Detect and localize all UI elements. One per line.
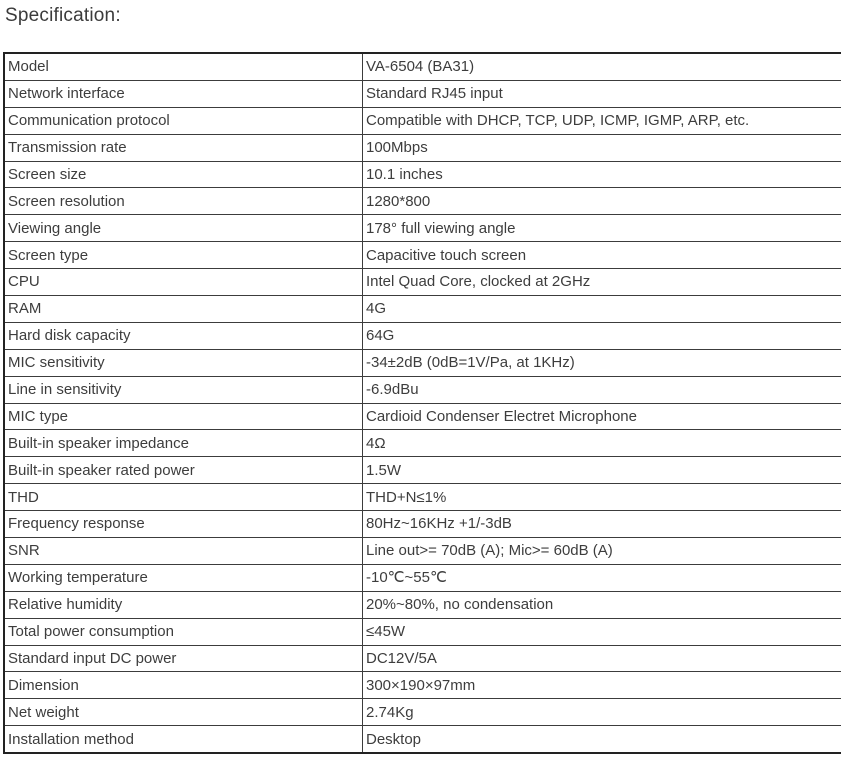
spec-label-cell: Transmission rate bbox=[4, 134, 363, 161]
spec-value-cell: 64G bbox=[363, 322, 841, 349]
table-row bbox=[4, 538, 841, 565]
spec-value-cell: DC12V/5A bbox=[363, 645, 841, 672]
spec-value-cell: 1280*800 bbox=[363, 188, 841, 215]
spec-label-cell: Built-in speaker impedance bbox=[4, 430, 363, 457]
spec-value-cell: 1.5W bbox=[363, 457, 841, 484]
spec-value-cell: -6.9dBu bbox=[363, 376, 841, 403]
table-row bbox=[4, 161, 841, 188]
spec-label-cell: Communication protocol bbox=[4, 107, 363, 134]
spec-label-cell: Standard input DC power bbox=[4, 645, 363, 672]
spec-label-cell: Built-in speaker rated power bbox=[4, 457, 363, 484]
spec-label-cell: Relative humidity bbox=[4, 591, 363, 618]
spec-value-cell: Cardioid Condenser Electret Microphone bbox=[363, 403, 841, 430]
spec-label-cell: Hard disk capacity bbox=[4, 322, 363, 349]
page-title: Specification: bbox=[5, 5, 121, 26]
table-row bbox=[4, 269, 841, 296]
table-row bbox=[4, 484, 841, 511]
table-row bbox=[4, 672, 841, 699]
spec-value-cell: -10℃~55℃ bbox=[363, 564, 841, 591]
spec-label-cell: THD bbox=[4, 484, 363, 511]
spec-table bbox=[3, 52, 841, 754]
table-row bbox=[4, 511, 841, 538]
table-row bbox=[4, 322, 841, 349]
spec-value-cell: Line out>= 70dB (A); Mic>= 60dB (A) bbox=[363, 538, 841, 565]
spec-value-cell: 4G bbox=[363, 296, 841, 323]
spec-label-cell: MIC type bbox=[4, 403, 363, 430]
spec-label-cell: MIC sensitivity bbox=[4, 349, 363, 376]
spec-label-cell: SNR bbox=[4, 538, 363, 565]
table-row bbox=[4, 349, 841, 376]
spec-value-cell: Capacitive touch screen bbox=[363, 242, 841, 269]
spec-value-cell: 300×190×97mm bbox=[363, 672, 841, 699]
spec-value-cell: -34±2dB (0dB=1V/Pa, at 1KHz) bbox=[363, 349, 841, 376]
table-row bbox=[4, 645, 841, 672]
spec-value-cell: Intel Quad Core, clocked at 2GHz bbox=[363, 269, 841, 296]
table-row bbox=[4, 242, 841, 269]
table-row bbox=[4, 80, 841, 107]
spec-label-cell: Total power consumption bbox=[4, 618, 363, 645]
spec-value-cell: 178° full viewing angle bbox=[363, 215, 841, 242]
spec-value-cell: VA-6504 (BA31) bbox=[363, 53, 841, 80]
spec-label-cell: Viewing angle bbox=[4, 215, 363, 242]
spec-label-cell: Screen size bbox=[4, 161, 363, 188]
spec-value-cell: Standard RJ45 input bbox=[363, 80, 841, 107]
spec-value-cell: 4Ω bbox=[363, 430, 841, 457]
spec-label-cell: Screen resolution bbox=[4, 188, 363, 215]
spec-label-cell: Working temperature bbox=[4, 564, 363, 591]
table-row bbox=[4, 107, 841, 134]
table-row bbox=[4, 53, 841, 80]
table-row bbox=[4, 430, 841, 457]
spec-value-cell: Desktop bbox=[363, 726, 841, 753]
table-row bbox=[4, 699, 841, 726]
spec-value-cell: ≤45W bbox=[363, 618, 841, 645]
spec-label-cell: Screen type bbox=[4, 242, 363, 269]
spec-label-cell: Net weight bbox=[4, 699, 363, 726]
spec-label-cell: CPU bbox=[4, 269, 363, 296]
spec-value-cell: 10.1 inches bbox=[363, 161, 841, 188]
spec-label-cell: Dimension bbox=[4, 672, 363, 699]
spec-value-cell: 20%~80%, no condensation bbox=[363, 591, 841, 618]
spec-value-cell: Compatible with DHCP, TCP, UDP, ICMP, IGMP, ARP, etc. bbox=[363, 107, 841, 134]
spec-table-body bbox=[4, 53, 841, 753]
table-row bbox=[4, 564, 841, 591]
spec-value-cell: THD+N≤1% bbox=[363, 484, 841, 511]
table-row bbox=[4, 215, 841, 242]
spec-label-cell: Installation method bbox=[4, 726, 363, 753]
spec-value-cell: 100Mbps bbox=[363, 134, 841, 161]
spec-label-cell: Line in sensitivity bbox=[4, 376, 363, 403]
spec-label-cell: RAM bbox=[4, 296, 363, 323]
spec-label-cell: Network interface bbox=[4, 80, 363, 107]
table-row bbox=[4, 188, 841, 215]
spec-label-cell: Frequency response bbox=[4, 511, 363, 538]
table-row bbox=[4, 726, 841, 753]
spec-value-cell: 80Hz~16KHz +1/-3dB bbox=[363, 511, 841, 538]
table-row bbox=[4, 376, 841, 403]
spec-value-cell: 2.74Kg bbox=[363, 699, 841, 726]
spec-label-cell: Model bbox=[4, 53, 363, 80]
table-row bbox=[4, 134, 841, 161]
table-row bbox=[4, 591, 841, 618]
table-row bbox=[4, 296, 841, 323]
table-row bbox=[4, 457, 841, 484]
table-row bbox=[4, 618, 841, 645]
table-row bbox=[4, 403, 841, 430]
